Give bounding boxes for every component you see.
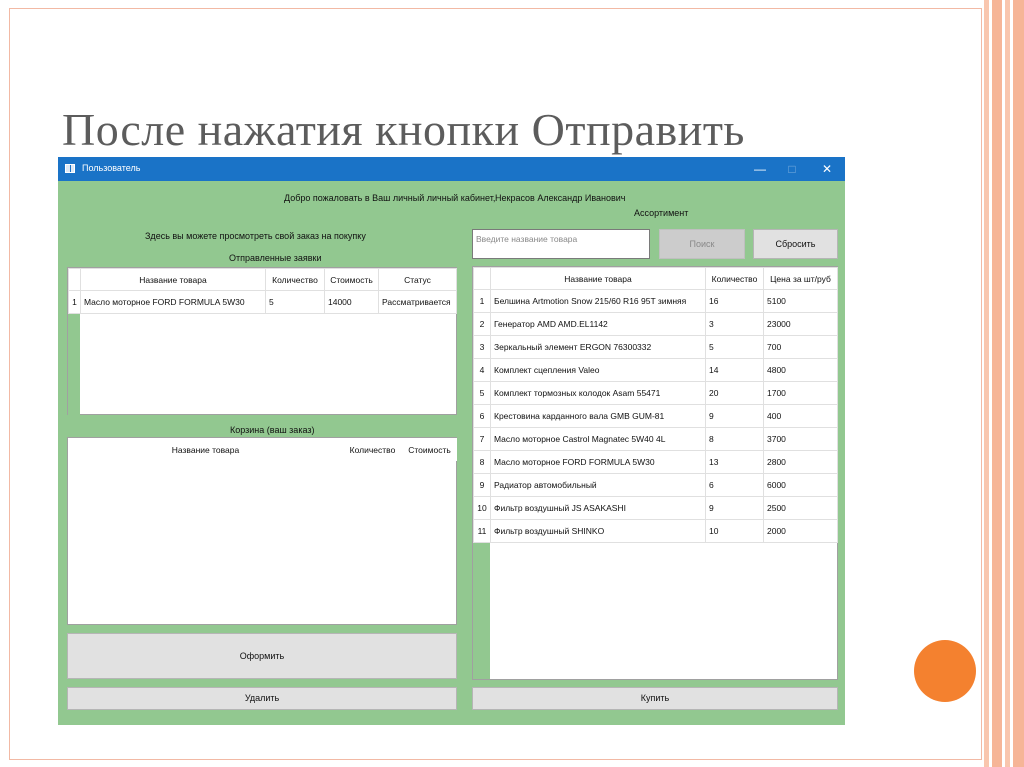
cell-price: 3700: [764, 428, 838, 451]
table-row[interactable]: [474, 497, 838, 520]
cell-quantity: 5: [266, 291, 325, 314]
minimize-button[interactable]: —: [754, 162, 766, 176]
slide-stripe: [1005, 0, 1010, 767]
close-button[interactable]: ✕: [821, 162, 833, 176]
table-row[interactable]: [474, 428, 838, 451]
delete-button[interactable]: Удалить: [67, 687, 457, 710]
cell-name: Масло моторное Castrol Magnatec 5W40 4L: [491, 428, 706, 451]
table-row[interactable]: [474, 520, 838, 543]
cell-name: Генератор AMD AMD.EL1142: [491, 313, 706, 336]
cell-name: Фильтр воздушный SHINKO: [491, 520, 706, 543]
assortment-grid[interactable]: [472, 266, 838, 680]
cell-price: 1700: [764, 382, 838, 405]
cell-quantity: 9: [706, 497, 764, 520]
cell-price: 2000: [764, 520, 838, 543]
row-number: 4: [474, 359, 491, 382]
cell-cost: 14000: [325, 291, 379, 314]
cell-quantity: 13: [706, 451, 764, 474]
column-header[interactable]: Цена за шт/руб: [764, 268, 838, 290]
cell-name: Комплект сцепления Valeo: [491, 359, 706, 382]
row-header-corner: [474, 268, 491, 290]
row-number: 7: [474, 428, 491, 451]
checkout-button[interactable]: Оформить: [67, 633, 457, 679]
cell-quantity: 16: [706, 290, 764, 313]
cell-name: Комплект тормозных колодок Asam 55471: [491, 382, 706, 405]
table-row[interactable]: [474, 336, 838, 359]
table-row[interactable]: [474, 382, 838, 405]
table-row[interactable]: [474, 474, 838, 497]
search-placeholder: Введите название товара: [476, 234, 578, 244]
row-number: 10: [474, 497, 491, 520]
cell-quantity: 20: [706, 382, 764, 405]
buy-button[interactable]: Купить: [472, 687, 838, 710]
window-titlebar[interactable]: [58, 157, 845, 181]
cell-price: 2500: [764, 497, 838, 520]
cell-price: 6000: [764, 474, 838, 497]
search-input[interactable]: [472, 229, 650, 259]
cell-name: Крестовина карданного вала GMB GUM-81: [491, 405, 706, 428]
row-number: 2: [474, 313, 491, 336]
cell-quantity: 5: [706, 336, 764, 359]
cell-name: Зеркальный элемент ERGON 76300332: [491, 336, 706, 359]
cart-grid[interactable]: [67, 437, 457, 625]
cell-quantity: 3: [706, 313, 764, 336]
row-number: 3: [474, 336, 491, 359]
cell-name: Фильтр воздушный JS ASAKASHI: [491, 497, 706, 520]
column-header[interactable]: Стоимость: [325, 269, 379, 291]
view-order-label: Здесь вы можете просмотреть свой заказ на покупку: [145, 231, 366, 241]
cell-quantity: 6: [706, 474, 764, 497]
column-header[interactable]: Количество: [706, 268, 764, 290]
cell-name: Масло моторное FORD FORMULA 5W30: [81, 291, 266, 314]
table-row[interactable]: [474, 405, 838, 428]
accent-circle: [914, 640, 976, 702]
table-row[interactable]: [474, 451, 838, 474]
row-number: 5: [474, 382, 491, 405]
reset-button[interactable]: Сбросить: [753, 229, 838, 259]
window-title: Пользователь: [82, 163, 141, 173]
row-number: 11: [474, 520, 491, 543]
table-row[interactable]: [474, 313, 838, 336]
assortment-table: [473, 267, 838, 543]
sent-orders-caption: Отправленные заявки: [229, 253, 322, 263]
cell-price: 400: [764, 405, 838, 428]
row-number: 1: [69, 291, 81, 314]
app-window: [58, 157, 845, 725]
row-number: 9: [474, 474, 491, 497]
table-header-row: [69, 269, 457, 291]
slide-stripe: [1013, 0, 1024, 767]
slide-stripe: [984, 0, 989, 767]
table-header-row: [474, 268, 838, 290]
user-name-label: Некрасов Александр Иванович: [495, 193, 626, 203]
maximize-button[interactable]: □: [788, 162, 796, 176]
cell-price: 23000: [764, 313, 838, 336]
column-header[interactable]: Статус: [379, 269, 457, 291]
column-header[interactable]: Стоимость: [403, 439, 457, 461]
table-row[interactable]: [474, 359, 838, 382]
table-row[interactable]: [69, 291, 457, 314]
column-header[interactable]: Количество: [266, 269, 325, 291]
cell-quantity: 8: [706, 428, 764, 451]
cell-quantity: 14: [706, 359, 764, 382]
cell-price: 2800: [764, 451, 838, 474]
app-window-icon: [65, 164, 75, 173]
cell-name: Масло моторное FORD FORMULA 5W30: [491, 451, 706, 474]
row-number: 6: [474, 405, 491, 428]
cell-status: Рассматривается: [379, 291, 457, 314]
cell-name: Белшина Artmotion Snow 215/60 R16 95T зимняя: [491, 290, 706, 313]
row-header-corner: [69, 269, 81, 291]
table-row[interactable]: [474, 290, 838, 313]
column-header[interactable]: Название товара: [491, 268, 706, 290]
sent-orders-table: [68, 268, 457, 314]
cell-price: 700: [764, 336, 838, 359]
assortment-caption: Ассортимент: [634, 208, 689, 218]
cart-caption: Корзина (ваш заказ): [230, 425, 315, 435]
cell-price: 5100: [764, 290, 838, 313]
column-header[interactable]: Количество: [343, 439, 403, 461]
cell-quantity: 10: [706, 520, 764, 543]
cell-name: Радиатор автомобильный: [491, 474, 706, 497]
sent-orders-grid[interactable]: [67, 267, 457, 415]
cell-price: 4800: [764, 359, 838, 382]
slide-title: После нажатия кнопки Отправить: [62, 104, 745, 155]
slide-stripe: [992, 0, 1002, 767]
cart-table: [68, 438, 457, 461]
search-button[interactable]: Поиск: [659, 229, 745, 259]
column-header[interactable]: Название товара: [69, 439, 343, 461]
cell-quantity: 9: [706, 405, 764, 428]
welcome-label: Добро пожаловать в Ваш личный личный кабинет,: [284, 193, 496, 203]
row-number: 8: [474, 451, 491, 474]
column-header[interactable]: Название товара: [81, 269, 266, 291]
row-number: 1: [474, 290, 491, 313]
table-header-row: [69, 439, 457, 461]
